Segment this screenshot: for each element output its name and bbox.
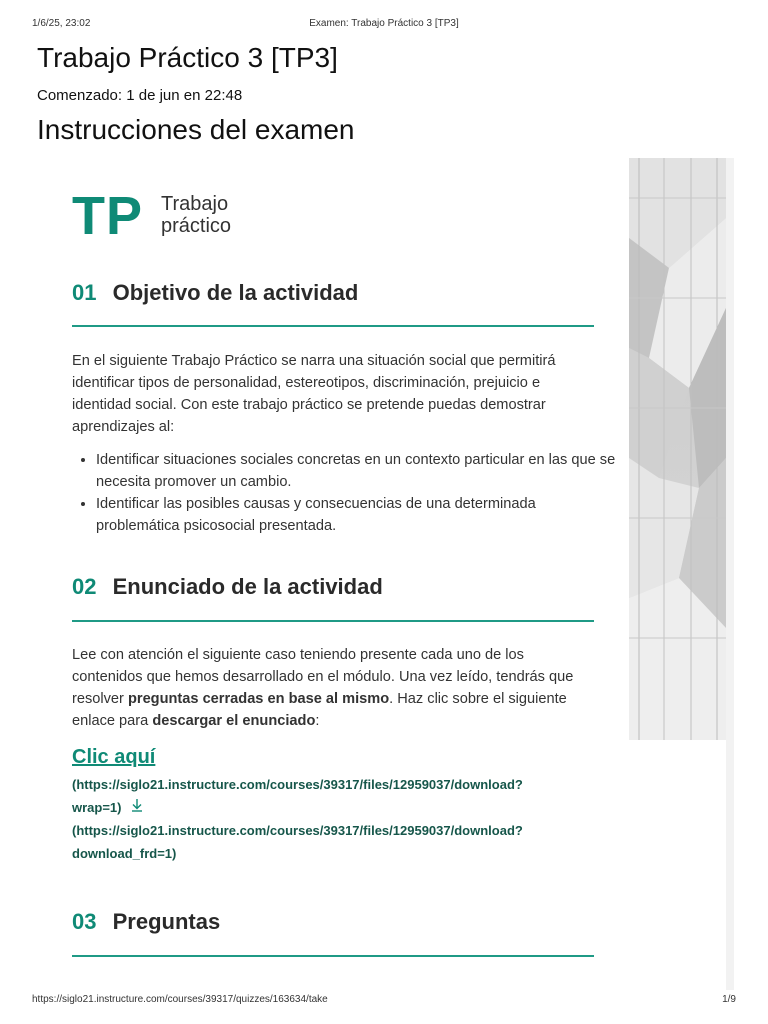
list-item: • Identificar situaciones sociales concretas en un contexto particular en las que se necesita promover un cambio. <box>96 449 618 493</box>
enunciado-bold: preguntas cerradas en base al mismo <box>127 691 390 707</box>
tp-logo-line1: Trabajo <box>161 193 229 215</box>
enunciado-text: . Haz clic sobre el siguiente enlace para <box>72 691 567 729</box>
started-label: Comenzado: <box>37 87 123 104</box>
section-divider <box>72 955 594 957</box>
scrollbar-track[interactable] <box>726 158 734 990</box>
section-number: 01 <box>72 280 97 305</box>
instructions-title: Instrucciones del examen <box>37 114 355 145</box>
section-divider <box>72 620 594 622</box>
download-url-text[interactable]: (https://siglo21.instructure.com/courses/39317/files/12959037/download? <box>72 823 523 838</box>
section-title: Enunciado de la actividad <box>112 574 383 599</box>
download-url-direct[interactable] <box>72 819 592 865</box>
section-heading-objetivo <box>72 280 594 306</box>
download-url-view[interactable] <box>72 773 592 820</box>
section-number: 03 <box>72 909 97 934</box>
objetivo-paragraph: En el siguiente Trabajo Práctico se narra una situación social que permitirá identificar tipos de personalidad, estereotipos, discriminación, prejuicio e identidad social. Con este trabajo práctico se pretende puedas demostrar aprendizajes al: <box>72 353 556 435</box>
section-title: Preguntas <box>112 909 221 934</box>
clic-aqui-link[interactable]: Clic aquí <box>72 746 156 768</box>
enunciado-text: : <box>315 713 320 729</box>
print-title: Examen: Trabajo Práctico 3 [TP3] <box>309 18 459 29</box>
tp-logo-words <box>161 193 231 237</box>
page-title: Trabajo Práctico 3 [TP3] <box>37 42 338 73</box>
section-title: Objetivo de la actividad <box>112 280 359 305</box>
section-heading-preguntas <box>72 909 594 935</box>
print-date: 1/6/25, 23:02 <box>32 18 91 29</box>
section-divider <box>72 325 594 327</box>
tp-logo-mark: TP <box>72 186 144 246</box>
objetivo-bullet-list <box>72 449 618 537</box>
tp-logo-line2: práctico <box>161 215 232 237</box>
enunciado-bold: descargar el enunciado <box>152 713 316 729</box>
print-url: https://siglo21.instructure.com/courses/39317/quizzes/163634/take <box>32 994 328 1005</box>
list-item: • Identificar las posibles causas y consecuencias de una determinada problemática psicosocial presentada. <box>96 493 618 537</box>
enunciado-text: Lee con atención el siguiente caso teniendo presente cada uno de los contenidos que hemos desarrollado en el módulo. Una vez leído, tendrás que resolver <box>72 647 574 707</box>
download-icon[interactable] <box>129 797 145 820</box>
section-heading-enunciado <box>72 574 594 600</box>
print-page-number: 1/9 <box>722 994 736 1005</box>
download-url-text[interactable]: (https://siglo21.instructure.com/courses/39317/files/12959037/download? <box>72 777 523 792</box>
download-url-text[interactable]: download_frd=1) <box>72 846 177 861</box>
section-number: 02 <box>72 574 97 599</box>
started-value: 1 de jun en 22:48 <box>126 87 243 104</box>
enunciado-paragraph <box>72 644 594 732</box>
decorative-image <box>629 158 726 740</box>
download-url-text[interactable]: wrap=1) <box>72 800 122 815</box>
started-info <box>37 87 242 104</box>
